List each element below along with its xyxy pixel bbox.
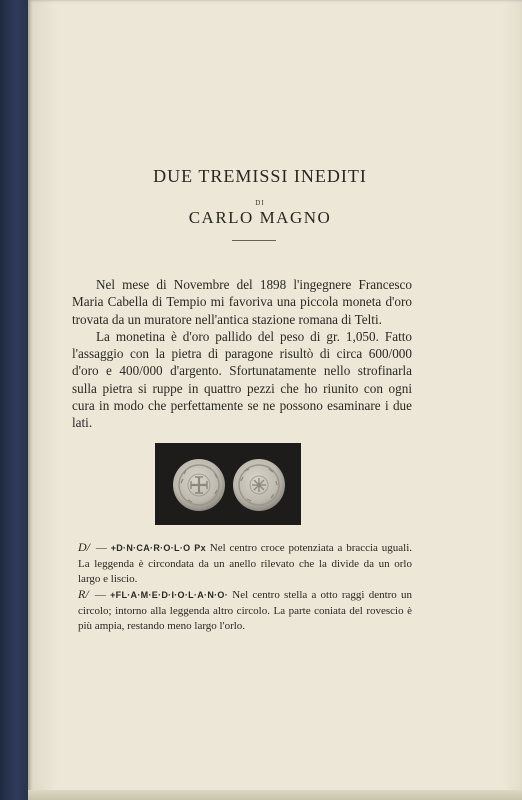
page-edge — [28, 790, 522, 800]
article-title: DUE TREMISSI INEDITI — [153, 166, 367, 186]
obverse-legend: +D·N·CA·R·O·L·O Px — [110, 543, 206, 553]
coin-image — [155, 443, 301, 525]
obverse-symbol: D/ — [78, 540, 90, 554]
article-subtitle: CARLO MAGNO — [188, 208, 332, 227]
reverse-text: Nel centro stella a otto raggi dentro un circolo; intorno alla leggenda altro circolo. La parte coniata del rovescio è più ampia, restando meno largo l'orlo. — [78, 589, 413, 632]
obverse-coin — [173, 459, 225, 511]
title-rule — [232, 240, 276, 241]
paragraph-1: Nel mese di Novembre del 1898 l'ingegnere Francesco Maria Cabella di Tempio mi favoriva una piccola moneta d'oro trovata da un muratore nell'antica stazione romana di Telti. — [72, 277, 412, 327]
reverse-coin — [233, 459, 285, 511]
obverse-description — [78, 540, 412, 588]
coin-photograph — [155, 443, 301, 525]
reverse-description — [78, 587, 412, 635]
reverse-symbol: R/ — [78, 587, 89, 601]
paragraph-2: La monetina è d'oro pallido del peso di gr. 1,050. Fatto l'assaggio con la pietra di paragone risultò di circa 600/000 d'oro e 400/000 d'argento. Sfortunatamente nello strofinarla sulla pietra si ruppe in quattro pezzi che ho riunito con ogni cura in modo che perfettamente se ne possono esaminare i due lati. — [72, 328, 412, 431]
obverse-text: Nel centro croce potenziata a braccia uguali. La leggenda è circondata da un anello rilevato che la divide da un orlo largo e liscio. — [78, 542, 413, 585]
title-connector: DI — [255, 199, 265, 207]
reverse-legend: +FL·A·M·E·D·I·O·L·A·N·O· — [110, 590, 229, 600]
body-text — [72, 276, 412, 432]
reverse-dash: — — [94, 589, 106, 601]
obverse-dash: — — [95, 542, 107, 554]
book-spine — [0, 0, 30, 800]
